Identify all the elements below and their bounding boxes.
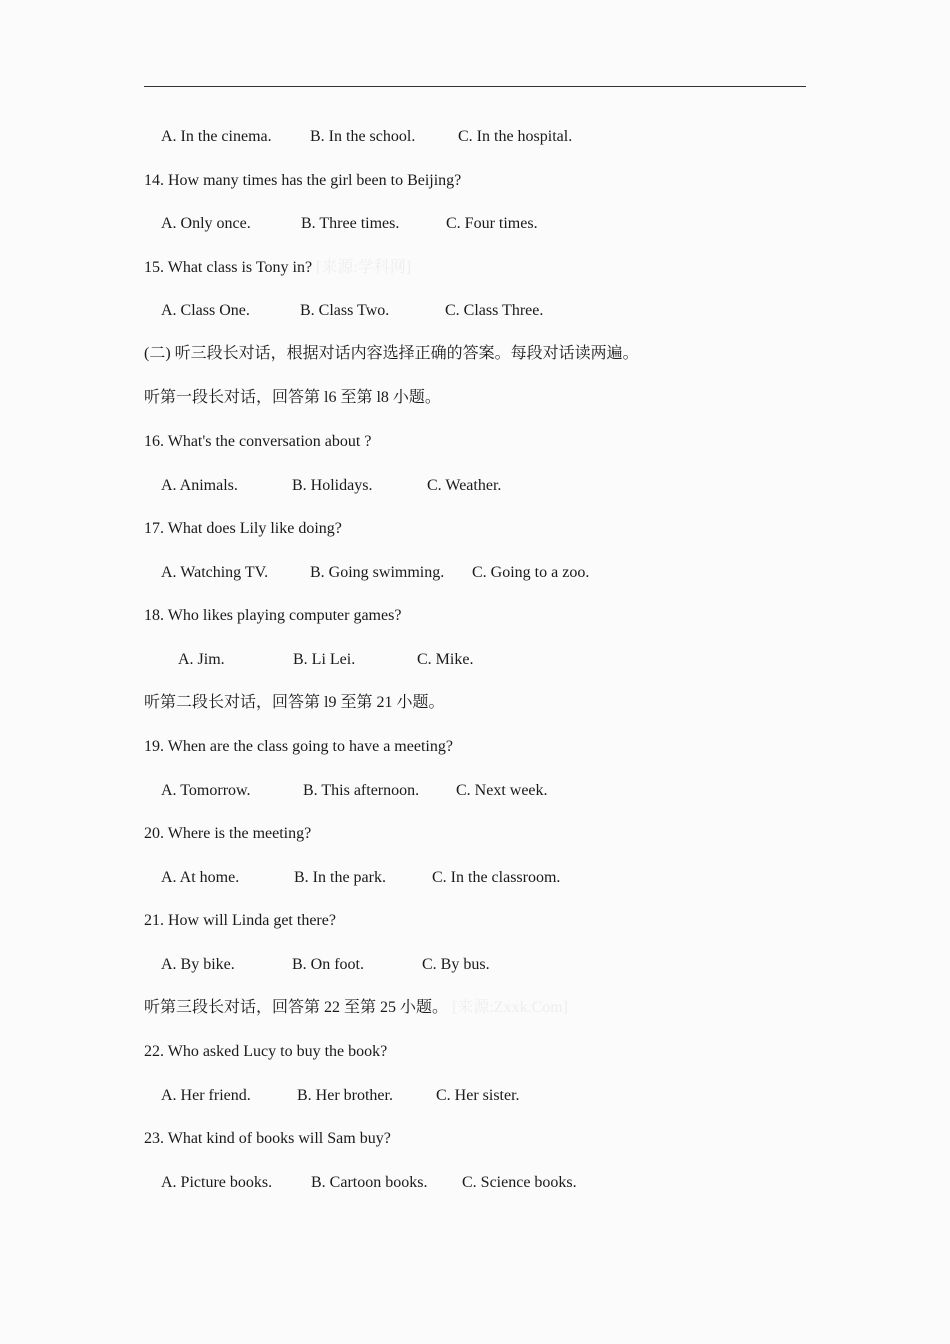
q16-option-a: A. Animals. [161,477,238,494]
section2-part3: 听第三段长对话，回答第 22 至第 25 小题。 [144,999,449,1016]
q17-option-a: A. Watching TV. [161,564,269,581]
section2-part3-line [144,998,568,1018]
q23-option-a: A. Picture books. [161,1174,273,1191]
q20-option-a: A. At home. [161,869,240,886]
q21-option-a: A. By bike. [161,956,235,973]
q14-question: 14. How many times has the girl been to Beijing? [144,172,462,189]
q16-question: 16. What's the conversation about ? [144,433,372,450]
q17-option-c: C. Going to a zoo. [472,564,590,581]
q22-option-b: B. Her brother. [297,1087,393,1104]
q15-option-a: A. Class One. [161,302,250,319]
q22-question: 22. Who asked Lucy to buy the book? [144,1043,388,1060]
q17-option-b: B. Going swimming. [310,564,445,581]
q15-line [144,258,411,278]
watermark: [来源:学科网] [316,259,412,276]
q19-option-a: A. Tomorrow. [161,782,251,799]
q23-question: 23. What kind of books will Sam buy? [144,1130,391,1147]
q18-option-c: C. Mike. [417,651,474,668]
q13-option-b: B. In the school. [310,128,416,145]
q21-option-b: B. On foot. [292,956,364,973]
q18-question: 18. Who likes playing computer games? [144,607,402,624]
section2-part2: 听第二段长对话，回答第 l9 至第 21 小题。 [144,694,445,711]
q21-option-c: C. By bus. [422,956,490,973]
q13-option-c: C. In the hospital. [458,128,573,145]
q19-option-c: C. Next week. [456,782,548,799]
q19-option-b: B. This afternoon. [303,782,420,799]
q15-question: 15. What class is Tony in? [144,259,313,276]
q15-option-b: B. Class Two. [300,302,390,319]
q15-option-c: C. Class Three. [445,302,544,319]
q16-option-c: C. Weather. [427,477,502,494]
q14-option-b: B. Three times. [301,215,400,232]
q20-question: 20. Where is the meeting? [144,825,312,842]
q22-option-c: C. Her sister. [436,1087,520,1104]
q20-option-b: B. In the park. [294,869,386,886]
header-rule [144,86,806,87]
q17-question: 17. What does Lily like doing? [144,520,342,537]
q18-option-b: B. Li Lei. [293,651,356,668]
q16-option-b: B. Holidays. [292,477,373,494]
section2-part1: 听第一段长对话，回答第 l6 至第 l8 小题。 [144,389,441,406]
q14-option-c: C. Four times. [446,215,538,232]
q19-question: 19. When are the class going to have a meeting? [144,738,453,755]
q21-question: 21. How will Linda get there? [144,912,336,929]
watermark: [来源:Zxxk.Com] [452,999,569,1016]
q18-option-a: A. Jim. [178,651,225,668]
q23-option-c: C. Science books. [462,1174,577,1191]
q20-option-c: C. In the classroom. [432,869,561,886]
section2-heading: (二) 听三段长对话，根据对话内容选择正确的答案。每段对话读两遍。 [144,345,639,362]
q22-option-a: A. Her friend. [161,1087,251,1104]
q23-option-b: B. Cartoon books. [311,1174,428,1191]
q13-option-a: A. In the cinema. [161,128,272,145]
q14-option-a: A. Only once. [161,215,251,232]
